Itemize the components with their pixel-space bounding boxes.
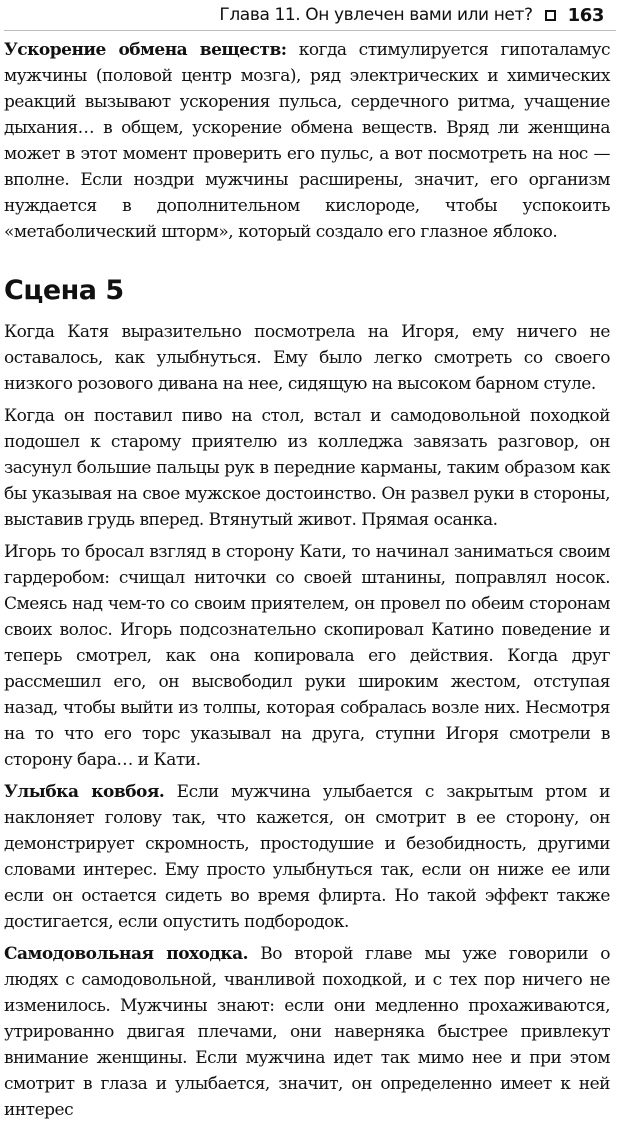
term-cowboy-smile: Улыбка ковбоя. xyxy=(4,782,165,802)
paragraph-swagger-walk xyxy=(4,941,610,1123)
page-body xyxy=(4,37,610,1129)
paragraph-swagger-walk-text: Во второй главе мы уже говорили о людях с самодовольной, чванливой походкой, и с тех пор ничего не изменилось. Мужчины знают: если они медленно прохаживаются, утрированно двигая плечами, они наверняка быстрее привлекут внимание женщины. Если мужчина идет так мимо нее и при этом смотрит в глаза и улыбается, значит, он определенно имеет к ней интерес xyxy=(4,944,611,1120)
paragraph-cowboy-smile xyxy=(4,779,610,935)
scene-heading: Сцена 5 xyxy=(4,275,124,306)
term-swagger-walk: Самодовольная походка. xyxy=(4,944,249,964)
paragraph-metabolism-text: когда стимулируется гипоталамус мужчины (половой центр мозга), ряд электрических и химических реакций вызывают ускорения пульса, сердечного ритма, учащение дыхания… в общем, ускорение обмена веществ. Вряд ли женщина может в этот момент проверить его пульс, а вот посмотреть на нос — вполне. Если ноздри мужчины расширены, значит, его организм нуждается в дополнительном кислороде, чтобы успокоить «метаболический шторм», который создало его глазное яблоко. xyxy=(4,40,610,242)
paragraph-metabolism xyxy=(4,37,610,245)
chapter-title: Глава 11. Он увлечен вами или нет? xyxy=(219,5,533,25)
square-bullet-icon xyxy=(545,10,556,21)
paragraph-katya-look: Когда Катя выразительно посмотрела на Игоря, ему ничего не оставалось, как улыбнуться. Ему было легко смотреть со своего низкого розового дивана на нее, сидящую на высоком барном стуле. xyxy=(4,322,610,394)
paragraph-cowboy-smile-text: Если мужчина улыбается с закрытым ртом и наклоняет голову так, что кажется, он смотрит в ее сторону, он демонстрирует скромность, простодушие и безобидность, другими словами интерес. Ему просто улыбнуться так, если он ниже ее или если он остается сидеть во время флирта. Но такой эффект также достигается, если опустить подбородок. xyxy=(4,782,610,932)
term-metabolism: Ускорение обмена веществ: xyxy=(4,40,287,60)
page-number: 163 xyxy=(567,4,604,26)
paragraph-beer-walk: Когда он поставил пиво на стол, встал и самодовольной походкой подошел к старому приятелю из колледжа завязать разговор, он засунул большие пальцы рук в передние карманы, таким образом как бы указывая на свое мужское достоинство. Он развел руки в стороны, выставив грудь вперед. Втянутый живот. Прямая осанка. xyxy=(4,406,610,530)
header-divider xyxy=(4,30,616,31)
running-header xyxy=(219,2,604,28)
paragraph-igor-glance: Игорь то бросал взгляд в сторону Кати, то начинал заниматься своим гардеробом: счищал ниточки со своей штанины, поправлял носок. Смеясь над чем-то со своим приятелем, он провел по обеим сторонам своих волос. Игорь подсознательно скопировал Катино поведение и теперь смотрел, как она копировала его действия. Когда друг рассмешил его, он высвободил руки широким жестом, отступая назад, чтобы выйти из толпы, которая собралась возле них. Несмотря на то что его торс указывал на друга, ступни Игоря смотрели в сторону бара… и Кати. xyxy=(4,542,610,770)
